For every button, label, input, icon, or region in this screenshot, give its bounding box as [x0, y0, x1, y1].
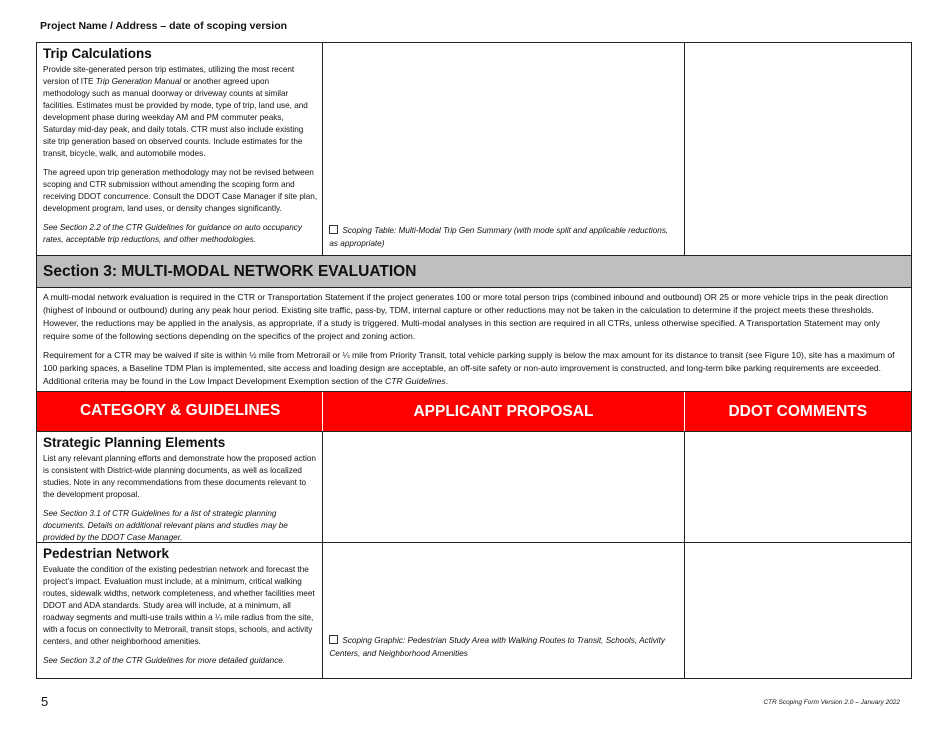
guidelines-cell — [37, 432, 323, 542]
table-row-strategic-planning — [37, 432, 911, 543]
section-3-intro — [37, 288, 911, 392]
column-header-category: CATEGORY & GUIDELINES — [37, 392, 323, 431]
column-header-applicant-proposal: APPLICANT PROPOSAL — [323, 392, 684, 431]
applicant-proposal-cell[interactable] — [323, 543, 684, 678]
trip-calculations-title: Trip Calculations — [43, 46, 152, 61]
strategic-planning-title: Strategic Planning Elements — [43, 435, 226, 450]
guidelines-cell — [37, 43, 323, 255]
page-number: 5 — [41, 694, 49, 709]
pedestrian-deliverable: Scoping Graphic: Pedestrian Study Area with Walking Routes to Transit, Schools, Activity Centers, and Neighborhood Amenities — [329, 636, 665, 658]
document-header: Project Name / Address – date of scoping version — [40, 20, 288, 32]
trip-gen-deliverable: Scoping Table: Multi-Modal Trip Gen Summary (with mode split and applicable reductions, as appropriate) — [329, 226, 669, 248]
section-3-title: Section 3: MULTI-MODAL NETWORK EVALUATION — [37, 256, 911, 288]
section-3-paragraph-1: A multi-modal network evaluation is required in the CTR or Transportation Statement if the project generates 100 or more total person trips (combined inbound and outbound) OR 25 or more vehicle trips in the peak direction (highest of inbound or outbound) during any peak hour period. Existing site traffic, pass-by, TDM, internal capture or other reductions may not be taken in the calculation to determine if the project meets these thresholds. However, the reductions may be applied in the analysis, as appropriate, if a study is triggered. Multi-modal analyses in this section are required in all CTRs, unless otherwise specified. A Transportation Statement may only require some of the following sections depending on the specifics of the project and zoning action. — [43, 292, 889, 341]
table-row-trip-calculations — [37, 42, 911, 256]
column-header-ddot-comments: DDOT COMMENTS — [728, 402, 868, 420]
trip-calculations-paragraph-2: The agreed upon trip generation methodology may not be revised between scoping and CTR submission without amending the scoping form and receiving DDOT concurrence. Consult the DDOT Case Manager if site plan, development program, land uses, or density changes significantly. — [43, 168, 318, 213]
table-row-pedestrian-network — [37, 543, 911, 679]
strategic-planning-note: See Section 3.1 of CTR Guidelines for a list of strategic planning documents. Details on additional relevant plans and studies may be provided by the DDOT Case Manager. — [43, 509, 288, 542]
ddot-comments-cell[interactable] — [685, 432, 911, 542]
guidelines-cell — [37, 543, 323, 678]
ddot-comments-cell[interactable] — [685, 43, 911, 255]
trip-calculations-paragraph-1: Provide site-generated person trip estimates, utilizing the most recent version of ITE Trip Generation Manual or another agreed upon methodology such as manual doorway or driveway counts at similar facilities. Estimates must be provided by mode, type of trip, land use, and development phase during weekday AM and PM commuter peaks, Saturday mid-day peak, and daily totals. CTR must also include existing site trip generation based on observed counts. Include estimates for the transit, bicycle, walk, and automobile modes. — [43, 65, 308, 158]
ddot-comments-cell[interactable] — [685, 543, 911, 678]
pedestrian-network-title: Pedestrian Network — [43, 546, 170, 561]
strategic-planning-paragraph: List any relevant planning efforts and demonstrate how the proposed action is consistent with District-wide planning documents, as well as localized studies. Note in any recommendations from these documents relevant to the development proposal. — [43, 454, 316, 499]
pedestrian-network-note: See Section 3.2 of the CTR Guidelines for more detailed guidance. — [43, 656, 286, 665]
trip-calculations-note: See Section 2.2 of the CTR Guidelines for guidance on auto occupancy rates, acceptable trip reductions, and other methodologies. — [43, 223, 302, 244]
form-version: CTR Scoping Form Version 2.0 – January 2022 — [763, 699, 900, 706]
pedestrian-checkbox[interactable] — [329, 635, 338, 644]
applicant-proposal-cell[interactable] — [323, 432, 684, 542]
table-header-row — [37, 392, 911, 432]
applicant-proposal-cell[interactable] — [323, 43, 684, 255]
scoping-table — [36, 42, 912, 679]
pedestrian-network-paragraph: Evaluate the condition of the existing pedestrian network and forecast the project’s impact. Evaluation must include, at a minimum, critical walking routes, sidewalk widths, network completeness, and whether facilities meet DDOT and ADA standards. Study area will include, at a minimum, all roadway segments and multi-use trails within a ¼ mile radius from the site, with a focus on connectivity to Metrorail, transit stops, schools, and activity centers, and other neighborhood amenities. — [43, 565, 315, 646]
section-3-paragraph-2: Requirement for a CTR may be waived if site is within ½ mile from Metrorail or ¼ mile from Priority Transit, total vehicle parking supply is below the max amount for its distance to transit (see Figure 10), site has a maximum of 100 parking spaces, a Baseline TDM Plan is implemented, site access and loading design are acceptable, an off-site safety or non-auto improvement is constructed, and long-term bike parking requirements are exceeded. Additional criteria may be found in the Low Impact Development Exemption section of the CTR Guidelines. — [43, 350, 895, 386]
trip-gen-checkbox[interactable] — [329, 225, 338, 234]
